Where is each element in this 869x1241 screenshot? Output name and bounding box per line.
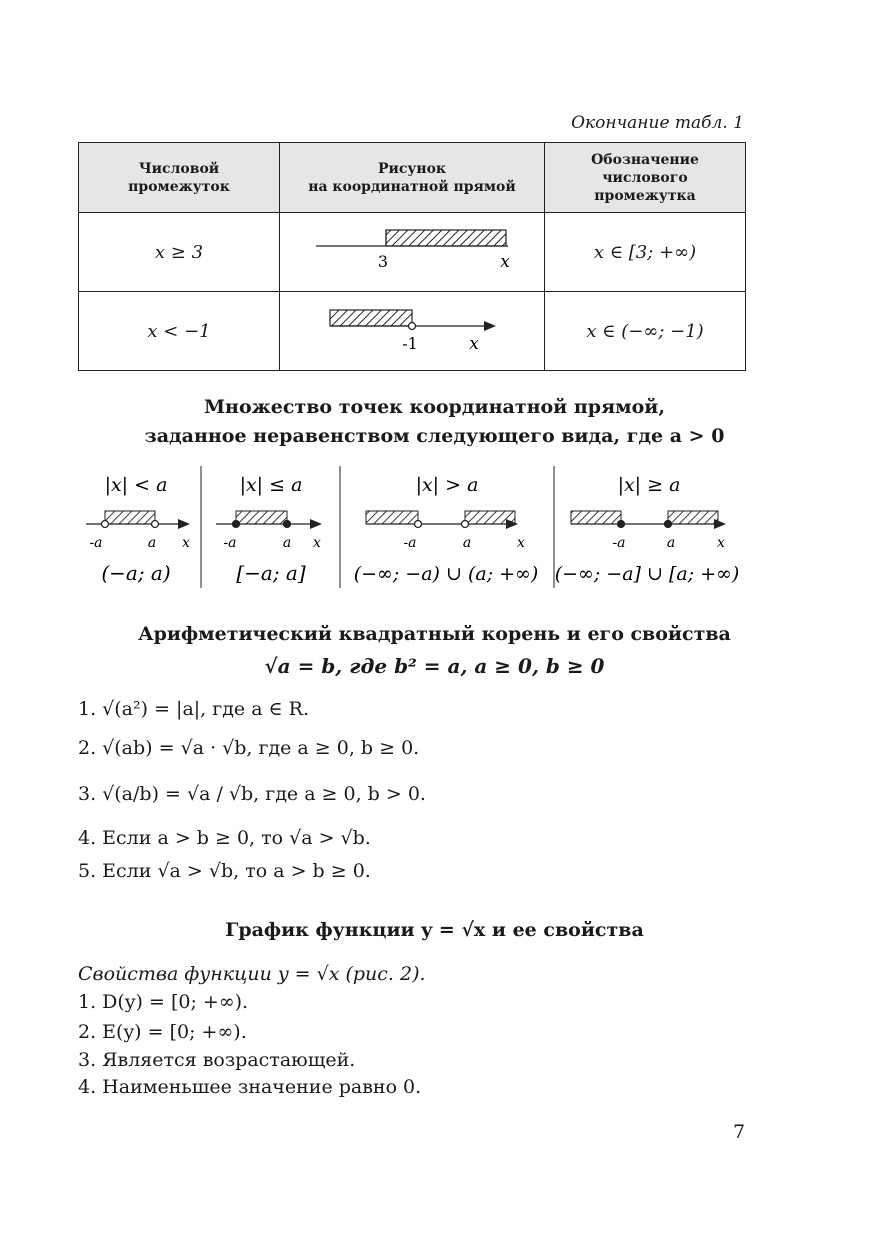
label-a: a bbox=[666, 535, 676, 551]
axis-arrow bbox=[484, 321, 496, 331]
label-x: x bbox=[182, 535, 190, 551]
header-line: промежутка bbox=[594, 187, 696, 204]
sqrt-property-1: 1. √(a²) = |a|, где a ∈ R. bbox=[78, 698, 310, 720]
point-label: -1 bbox=[402, 334, 418, 353]
section-title-abs-line2: заданное неравенством следующего вида, где a > 0 bbox=[144, 425, 725, 447]
label-minus-a: -a bbox=[89, 535, 103, 551]
number-line-x-lt-minus-1 bbox=[280, 292, 545, 365]
abs-panel-4 bbox=[555, 474, 740, 585]
abs-panels bbox=[70, 462, 750, 592]
hatched-region bbox=[386, 230, 506, 246]
table-row bbox=[79, 292, 746, 371]
header-picture bbox=[280, 143, 545, 213]
table-caption: Окончание табл. 1 bbox=[571, 113, 744, 133]
panel-interval: (−a; a) bbox=[101, 561, 171, 585]
label-minus-a: -a bbox=[403, 535, 417, 551]
label-minus-a: -a bbox=[223, 535, 237, 551]
header-line: Рисунок bbox=[377, 160, 447, 177]
graph-intro: Свойства функции y = √x (рис. 2). bbox=[78, 963, 426, 985]
row-inequality: x ≥ 3 bbox=[79, 213, 280, 292]
header-line: числового bbox=[602, 169, 688, 186]
panel-interval: [−a; a] bbox=[236, 561, 306, 585]
sqrt-property-2: 2. √(ab) = √a · √b, где a ≥ 0, b ≥ 0. bbox=[78, 737, 420, 759]
graph-property-4: 4. Наименьшее значение равно 0. bbox=[78, 1076, 422, 1098]
panel-inequality: |x| > a bbox=[415, 474, 479, 496]
label-x: x bbox=[517, 535, 525, 551]
hatched-region bbox=[330, 310, 412, 326]
section-title-graph: График функции y = √x и ее свойства bbox=[225, 919, 644, 941]
graph-property-1: 1. D(y) = [0; +∞). bbox=[78, 991, 249, 1013]
axis-label: x bbox=[469, 334, 479, 354]
header-line: Числовой bbox=[138, 160, 220, 177]
intervals-table bbox=[78, 142, 746, 371]
point-label: 3 bbox=[377, 252, 389, 271]
header-line: Обозначение bbox=[591, 151, 699, 168]
row-number-line bbox=[280, 292, 545, 371]
label-a: a bbox=[462, 535, 472, 551]
sqrt-definition: √a = b, где b² = a, a ≥ 0, b ≥ 0 bbox=[264, 654, 605, 678]
number-line-x-ge-3 bbox=[280, 213, 545, 286]
panel-inequality: |x| ≤ a bbox=[239, 474, 303, 496]
panel-inequality: |x| ≥ a bbox=[617, 474, 681, 496]
label-x: x bbox=[717, 535, 725, 551]
graph-property-3: 3. Является возрастающей. bbox=[78, 1049, 356, 1071]
label-a: a bbox=[147, 535, 157, 551]
sqrt-property-5: 5. Если √a > √b, то a > b ≥ 0. bbox=[78, 860, 371, 882]
label-minus-a: -a bbox=[612, 535, 626, 551]
row-notation: x ∈ (−∞; −1) bbox=[545, 292, 746, 371]
row-number-line bbox=[280, 213, 545, 292]
label-a: a bbox=[282, 535, 292, 551]
graph-property-2: 2. E(y) = [0; +∞). bbox=[78, 1021, 247, 1043]
abs-panel-3 bbox=[354, 474, 539, 585]
header-notation bbox=[545, 143, 746, 213]
axis-label: x bbox=[500, 252, 510, 272]
abs-panel-1 bbox=[86, 474, 190, 585]
row-inequality: x < −1 bbox=[79, 292, 280, 371]
page-number: 7 bbox=[733, 1121, 746, 1143]
panel-interval: (−∞; −a) ∪ (a; +∞) bbox=[353, 563, 539, 585]
table-header-row bbox=[79, 143, 746, 213]
panel-inequality: |x| < a bbox=[104, 474, 168, 496]
row-notation: x ∈ [3; +∞) bbox=[545, 213, 746, 292]
header-line: на координатной прямой bbox=[308, 178, 516, 195]
section-title-sqrt: Арифметический квадратный корень и его свойства bbox=[138, 623, 731, 645]
sqrt-property-3: 3. √(a/b) = √a / √b, где a ≥ 0, b > 0. bbox=[78, 783, 426, 805]
open-point bbox=[409, 323, 416, 330]
label-x: x bbox=[313, 535, 321, 551]
header-line: промежуток bbox=[128, 178, 230, 195]
sqrt-property-4: 4. Если a > b ≥ 0, то √a > √b. bbox=[78, 827, 371, 849]
abs-panel-2 bbox=[216, 474, 322, 585]
section-title-abs-line1: Множество точек координатной прямой, bbox=[204, 396, 665, 418]
panel-interval: (−∞; −a] ∪ [a; +∞) bbox=[554, 563, 740, 585]
table-row bbox=[79, 213, 746, 292]
header-interval bbox=[79, 143, 280, 213]
